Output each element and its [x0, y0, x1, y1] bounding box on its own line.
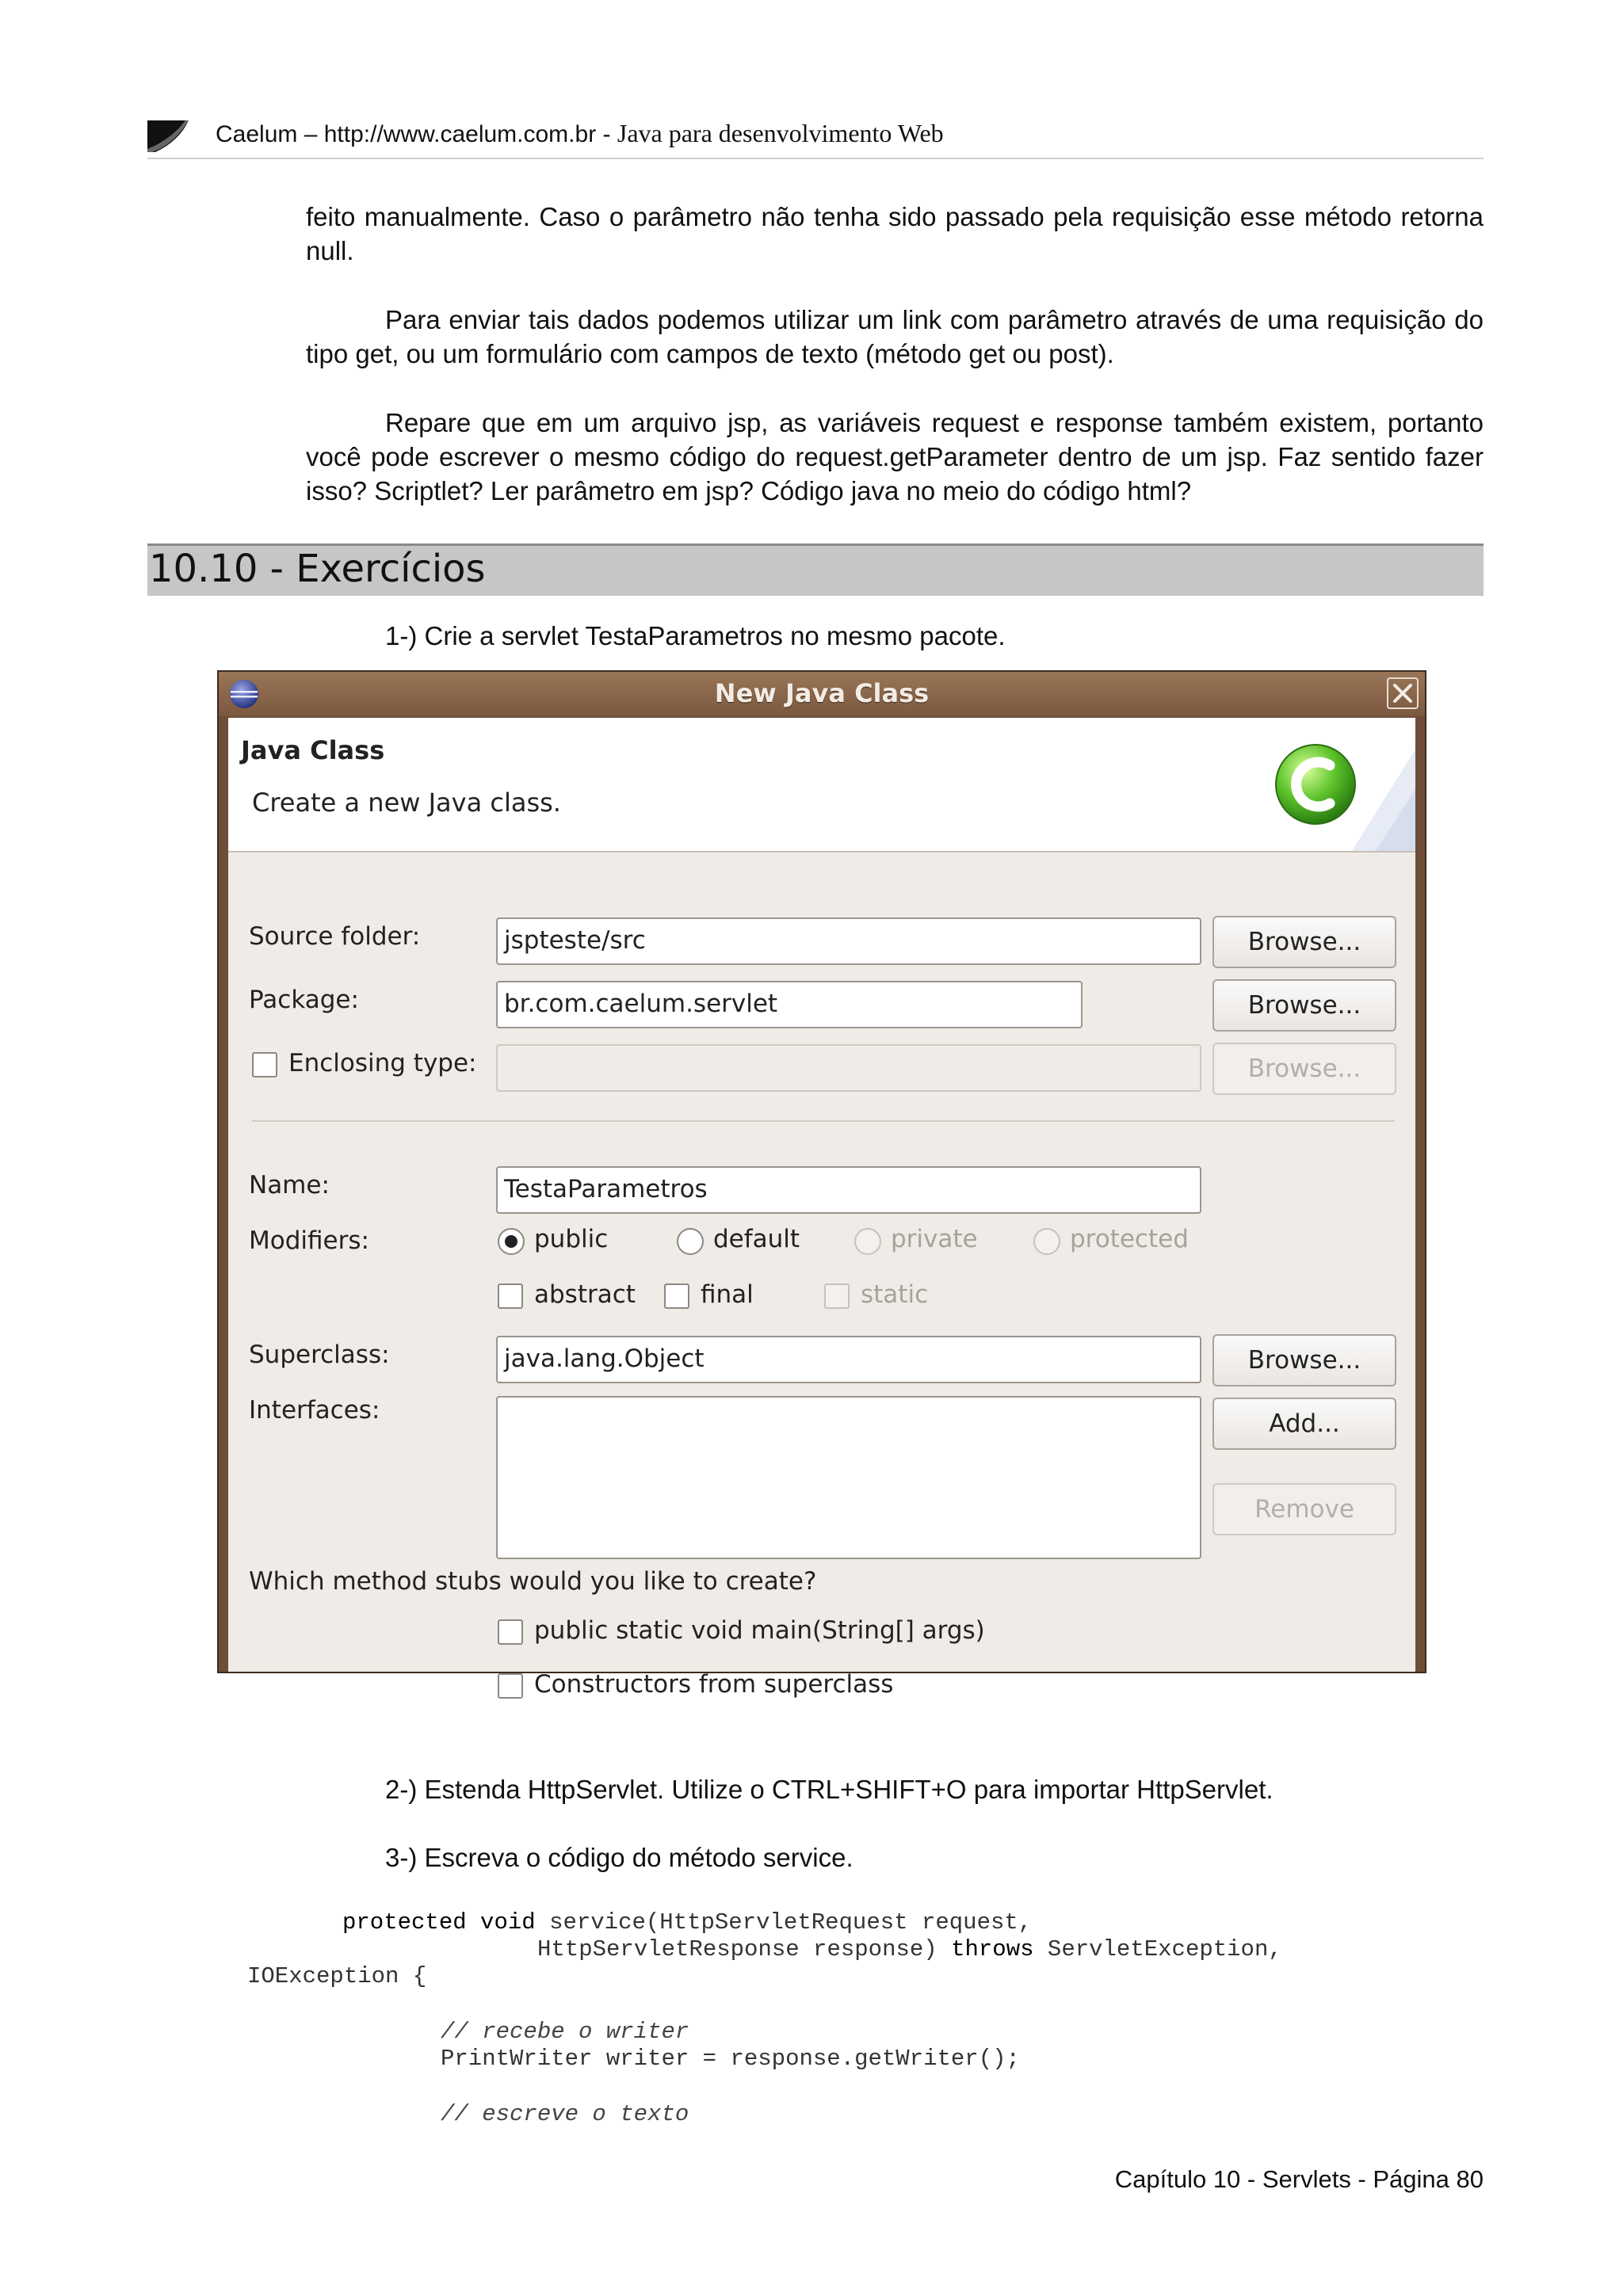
- name-label: Name:: [249, 1171, 330, 1199]
- enclosing-type-field: [496, 1044, 1201, 1092]
- interfaces-list[interactable]: [496, 1396, 1201, 1559]
- step-1: 1-) Crie a servlet TestaParametros no mesmo pacote.: [385, 621, 1006, 650]
- modifier-public-radio[interactable]: [498, 1228, 525, 1255]
- modifiers-label: Modifiers:: [249, 1226, 369, 1255]
- caelum-logo-icon: [147, 120, 189, 152]
- running-header: Caelum – http://www.caelum.com.br - Java para desenvolvimento Web: [216, 119, 944, 147]
- remove-interface-button: Remove: [1212, 1483, 1396, 1535]
- header-rule: [147, 158, 1484, 159]
- modifier-public-label: public: [534, 1225, 609, 1253]
- step-2: 2-) Estenda HttpServlet. Utilize o CTRL+SHIFT+O para importar HttpServlet.: [385, 1775, 1274, 1804]
- stub-main-checkbox[interactable]: [498, 1619, 523, 1645]
- close-button[interactable]: [1387, 677, 1419, 709]
- name-field[interactable]: TestaParametros: [496, 1166, 1201, 1214]
- modifier-protected-label: protected: [1070, 1225, 1189, 1253]
- code-line-1: protected void service(HttpServletRequest request,: [342, 1909, 1033, 1936]
- modifier-protected-radio: [1033, 1228, 1060, 1255]
- dialog-titlebar[interactable]: [219, 672, 1425, 716]
- dialog-title: New Java Class: [714, 678, 930, 708]
- close-icon: [1388, 679, 1417, 707]
- browse-package-button[interactable]: Browse...: [1212, 979, 1396, 1032]
- stub-constructors-checkbox[interactable]: [498, 1673, 523, 1699]
- enclosing-type-checkbox[interactable]: [252, 1052, 277, 1077]
- superclass-field[interactable]: java.lang.Object: [496, 1336, 1201, 1383]
- modifier-static-label: static: [861, 1280, 929, 1309]
- browse-source-folder-button[interactable]: Browse...: [1212, 916, 1396, 968]
- paragraph-1: feito manualmente. Caso o parâmetro não tenha sido passado pela requisição esse método retorna null.: [306, 202, 1484, 265]
- superclass-label: Superclass:: [249, 1341, 390, 1369]
- dialog-content: [228, 718, 1415, 1699]
- stub-constructors-label: Constructors from superclass: [534, 1670, 894, 1699]
- dialog-banner: [228, 718, 1415, 852]
- method-stubs-question: Which method stubs would you like to create?: [249, 1567, 817, 1596]
- modifier-default-label: default: [713, 1225, 800, 1253]
- paragraph-2: Para enviar tais dados podemos utilizar um link com parâmetro através de uma requisição do tipo get, ou um formulário com campos de texto (método get ou post).: [306, 305, 1484, 368]
- code-comment-2: // escreve o texto: [441, 2101, 689, 2127]
- modifier-final-label: final: [701, 1280, 754, 1309]
- banner-title: Java Class: [241, 735, 385, 765]
- code-line-4: PrintWriter writer = response.getWriter();: [441, 2046, 1020, 2072]
- code-line-3: IOException {: [247, 1963, 427, 1989]
- package-label: Package:: [249, 986, 359, 1014]
- add-interface-button[interactable]: Add...: [1212, 1398, 1396, 1450]
- page-footer: Capítulo 10 - Servlets - Página 80: [1114, 2165, 1484, 2193]
- modifier-default-radio[interactable]: [677, 1228, 704, 1255]
- package-field[interactable]: br.com.caelum.servlet: [496, 981, 1083, 1028]
- source-folder-label: Source folder:: [249, 922, 421, 951]
- dialog-separator: [252, 1120, 1395, 1122]
- enclosing-type-label: Enclosing type:: [288, 1049, 477, 1077]
- code-line-2: HttpServletResponse response) throws ServletException,: [537, 1936, 1282, 1962]
- modifier-private-radio: [854, 1228, 881, 1255]
- java-class-icon: [1273, 742, 1358, 827]
- new-java-class-dialog: [217, 670, 1426, 1699]
- modifier-static-checkbox: [824, 1283, 850, 1309]
- paragraph-3: Repare que em um arquivo jsp, as variáveis request e response também existem, portanto você pode escrever o mesmo código do request.getParameter dentro de um jsp. Faz sentido fazer isso? Scriptlet? Ler parâmetro em jsp? Código java no meio do código html?: [306, 408, 1484, 505]
- modifier-abstract-checkbox[interactable]: [498, 1283, 523, 1309]
- section-title: 10.10 - Exercícios: [149, 547, 486, 591]
- browse-superclass-button[interactable]: Browse...: [1212, 1334, 1396, 1386]
- modifier-private-label: private: [891, 1225, 978, 1253]
- banner-subtitle: Create a new Java class.: [252, 788, 561, 818]
- stub-main-label: public static void main(String[] args): [534, 1616, 985, 1645]
- modifier-abstract-label: abstract: [534, 1280, 636, 1309]
- source-folder-field[interactable]: jspteste/src: [496, 917, 1201, 965]
- modifier-final-checkbox[interactable]: [664, 1283, 689, 1309]
- step-3: 3-) Escreva o código do método service.: [385, 1843, 854, 1872]
- browse-enclosing-type-button: Browse...: [1212, 1043, 1396, 1095]
- code-comment-1: // recebe o writer: [441, 2019, 689, 2045]
- interfaces-label: Interfaces:: [249, 1396, 380, 1425]
